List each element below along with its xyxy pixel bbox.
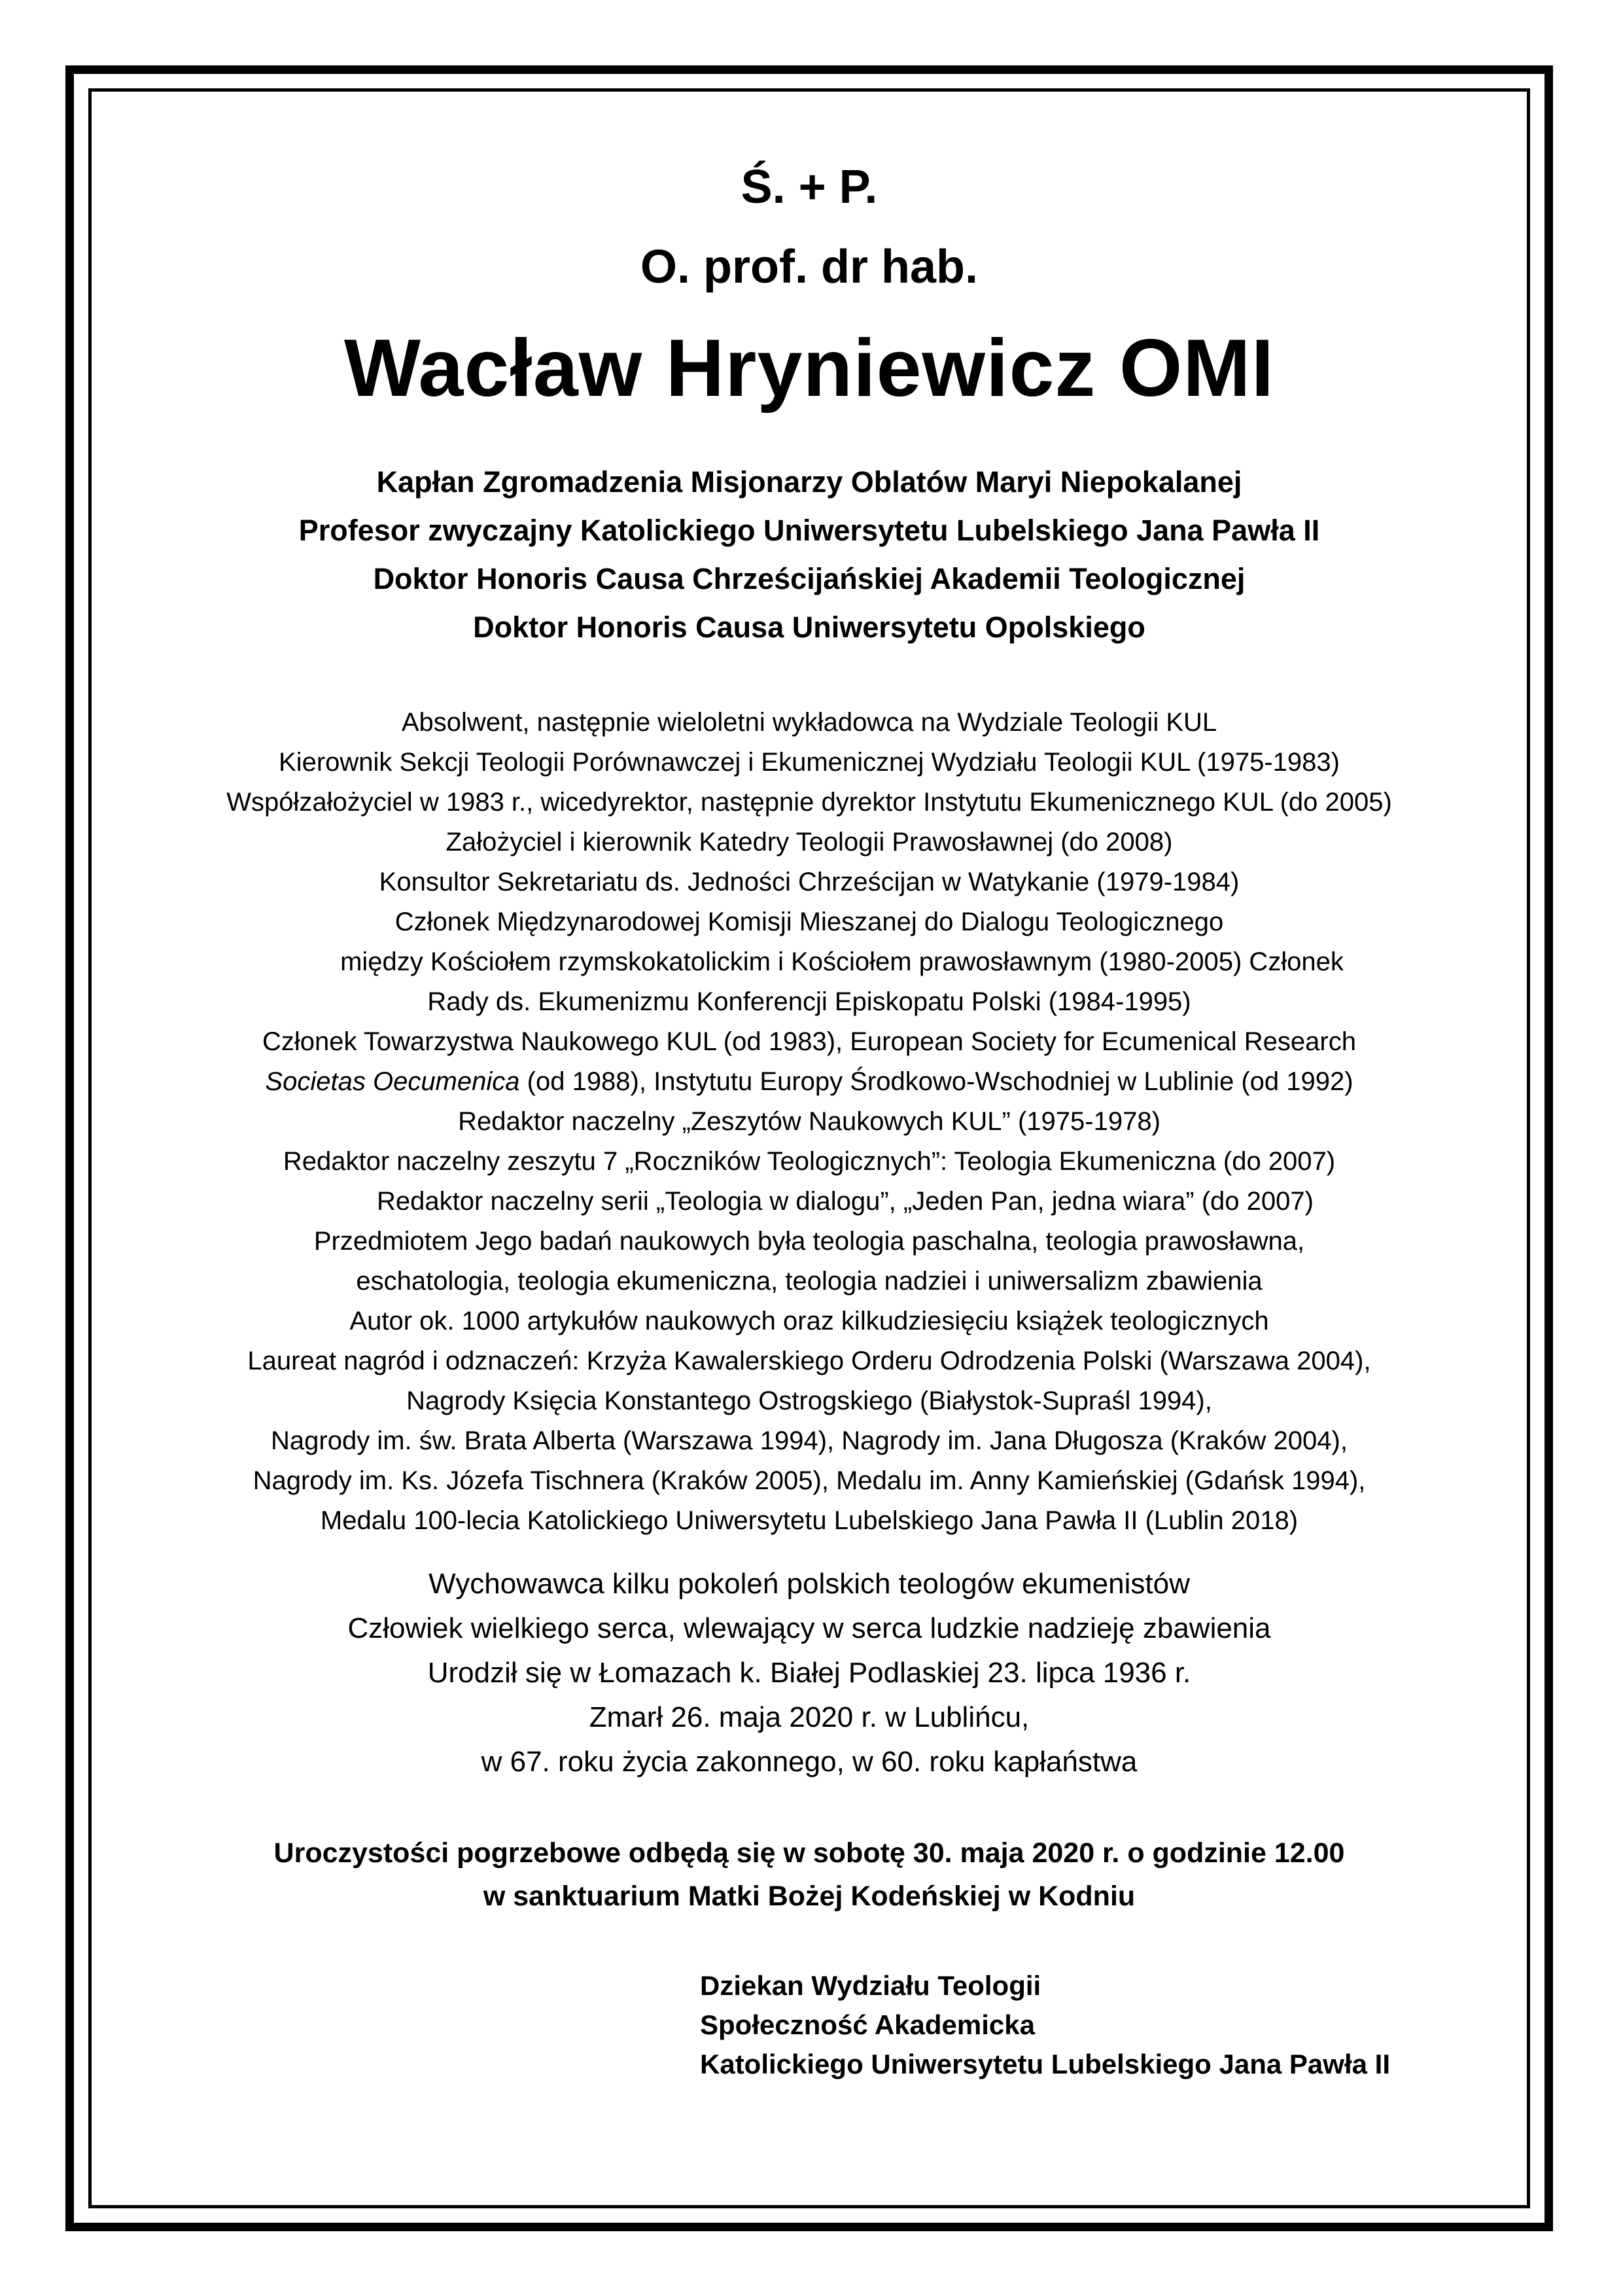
career-line: Laureat nagród i odznaczeń: Krzyża Kawalerskiego Orderu Odrodzenia Polski (Warszawa 2004), <box>247 1347 1371 1375</box>
salutation: Ś. + P. <box>741 161 878 213</box>
career-line: Autor ok. 1000 artykułów naukowych oraz kilkudziesięciu książek teologicznych <box>349 1307 1269 1335</box>
career-line: Medalu 100-lecia Katolickiego Uniwersytetu Lubelskiego Jana Pawła II (Lublin 2018) <box>320 1506 1299 1535</box>
career-line: Członek Towarzystwa Naukowego KUL (od 1983), European Society for Ecumenical Research <box>262 1027 1356 1056</box>
career-line: Współzałożyciel w 1983 r., wicedyrektor, następnie dyrektor Instytutu Ekumenicznego KUL (do 2005) <box>226 788 1392 817</box>
career-line: Nagrody Księcia Konstantego Ostrogskiego (Białystok-Supraśl 1994), <box>406 1386 1212 1415</box>
career-line: eschatologia, teologia ekumeniczna, teologia nadziei i uniwersalizm zbawienia <box>356 1267 1263 1296</box>
career-line: Nagrody im. św. Brata Alberta (Warszawa 1994), Nagrody im. Jana Długosza (Kraków 2004), <box>271 1426 1348 1455</box>
bio-line: Urodził się w Łomazach k. Białej Podlaskiej 23. lipca 1936 r. <box>427 1657 1191 1689</box>
career-line: Redaktor naczelny serii „Teologia w dialogu”, „Jeden Pan, jedna wiara” (do 2007) <box>377 1187 1314 1216</box>
subtitle-line: Kapłan Zgromadzenia Misjonarzy Oblatów Maryi Niepokalanej <box>376 465 1242 499</box>
signature-block <box>700 1966 1390 2084</box>
career-line: Redaktor naczelny „Zeszytów Naukowych KUL” (1975-1978) <box>458 1107 1161 1136</box>
bio-block <box>92 1562 1527 1784</box>
funeral-announcement <box>92 1831 1527 1918</box>
funeral-line: w sanktuarium Matki Bożej Kodeńskiej w Kodniu <box>483 1881 1136 1912</box>
career-line: Przedmiotem Jego badań naukowych była teologia paschalna, teologia prawosławna, <box>313 1227 1305 1256</box>
subtitle-line: Doktor Honoris Causa Uniwersytetu Opolskiego <box>473 610 1145 644</box>
subtitle-line: Doktor Honoris Causa Chrześcijańskiej Akademii Teologicznej <box>373 562 1246 595</box>
subtitle-line: Profesor zwyczajny Katolickiego Uniwersytetu Lubelskiego Jana Pawła II <box>298 514 1320 547</box>
academic-title: O. prof. dr hab. <box>640 241 978 293</box>
career-line: Absolwent, następnie wieloletni wykładowca na Wydziale Teologii KUL <box>401 708 1217 737</box>
career-block <box>92 703 1527 1541</box>
career-line: Członek Międzynarodowej Komisji Mieszanej do Dialogu Teologicznego <box>394 908 1224 936</box>
career-line: Założyciel i kierownik Katedry Teologii Prawosławnej (do 2008) <box>445 828 1173 857</box>
bio-line: Wychowawca kilku pokoleń polskich teologów ekumenistów <box>428 1568 1190 1600</box>
career-line: Kierownik Sekcji Teologii Porównawczej i Ekumenicznej Wydziału Teologii KUL (1975-1983) <box>279 748 1340 777</box>
bio-line: Zmarł 26. maja 2020 r. w Lublińcu, <box>589 1701 1030 1733</box>
bio-line: Człowiek wielkiego serca, wlewający w serca ludzkie nadzieję zbawienia <box>347 1612 1271 1644</box>
career-line: między Kościołem rzymskokatolickim i Kościołem prawosławnym (1980-2005) Członek <box>340 947 1344 976</box>
signature-line: Katolickiego Uniwersytetu Lubelskiego Jana Pawła II <box>700 2049 1390 2079</box>
obituary-content <box>92 92 1527 1918</box>
signature-line: Dziekan Wydziału Teologii <box>700 1970 1041 2001</box>
career-line: Redaktor naczelny zeszytu 7 „Roczników Teologicznych”: Teologia Ekumeniczna (do 2007) <box>283 1147 1336 1176</box>
funeral-line: Uroczystości pogrzebowe odbędą się w sobotę 30. maja 2020 r. o godzinie 12.00 <box>273 1837 1345 1869</box>
career-line: Nagrody im. Ks. Józefa Tischnera (Kraków 2005), Medalu im. Anny Kamieńskiej (Gdańsk 1994), <box>253 1466 1366 1495</box>
societas-rest: (od 1988), Instytutu Europy Środkowo-Wschodniej w Lublinie (od 1992) <box>527 1067 1353 1096</box>
signature-line: Społeczność Akademicka <box>700 2009 1035 2040</box>
bio-line: w 67. roku życia zakonnego, w 60. roku kapłaństwa <box>481 1746 1138 1778</box>
career-line: Konsultor Sekretariatu ds. Jedności Chrześcijan w Watykanie (1979-1984) <box>379 868 1240 896</box>
deceased-name: Wacław Hryniewicz OMI <box>343 323 1275 414</box>
career-line-societas <box>92 1062 1527 1102</box>
subtitles-block <box>92 458 1527 652</box>
career-line: Rady ds. Ekumenizmu Konferencji Episkopatu Polski (1984-1995) <box>427 987 1191 1016</box>
societas-italic: Societas Oecumenica <box>265 1067 520 1096</box>
